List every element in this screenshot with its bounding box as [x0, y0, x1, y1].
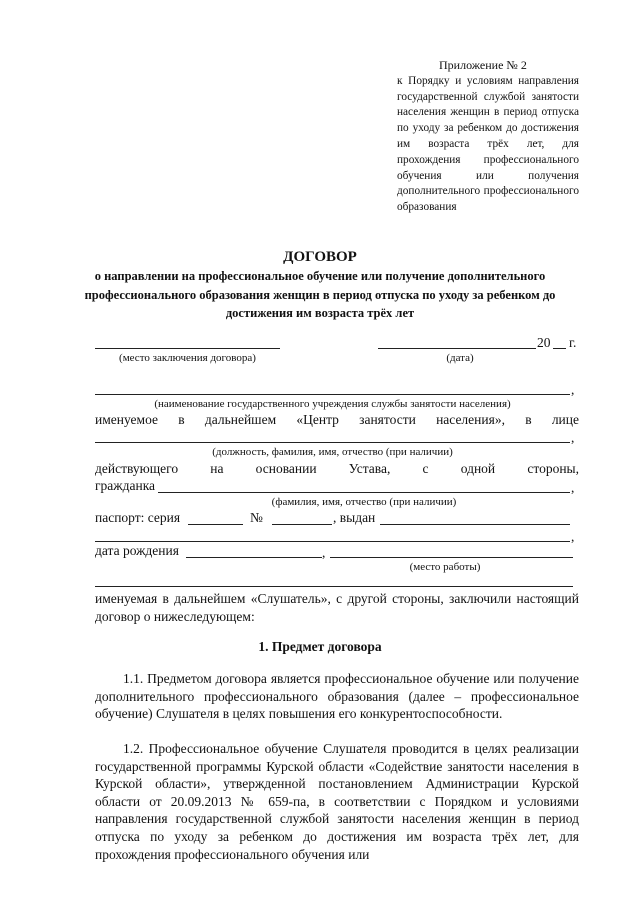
date-caption: (дата) — [446, 352, 474, 364]
year-prefix: 20 — [537, 335, 551, 350]
position-field-line[interactable] — [95, 442, 570, 443]
institution-caption: (наименование государственного учреждения службы занятости населения) — [154, 398, 511, 410]
year-suffix: г. — [569, 335, 577, 350]
passport-number-field[interactable] — [272, 524, 332, 525]
comma-1: , — [571, 382, 575, 397]
named-as-listener-text: именуемая в дальнейшем «Слушатель», с другой стороны, заключили настоящий договор о нижеследующем: — [95, 591, 579, 624]
section1-heading: 1. Предмет договора — [258, 639, 382, 654]
section1-paragraph-2: 1.2. Профессиональное обучение Слушателя проводится в целях реализации государственной программы Курской области «Содействие занятости населения в Курской области», утвержденной постановлением Администрации Курской области от 20.09.2013 № 659-па, в соответствии с Порядком и условиями направления государственной службой занятости населения женщин в период отпуска по уходу за ребенком до достижения им возраста трёх лет, для прохождения профессионального обучения или — [95, 741, 579, 862]
section1-paragraph-1: 1.1. Предметом договора является профессиональное обучение или получение дополнительного профессионального образования (далее – профессиональное обучение) Слушателя в целях повышения его конкурентоспособности. — [95, 671, 579, 722]
birthdate-label: дата рождения — [95, 543, 179, 558]
named-as-center-text: именуемое в дальнейшем «Центр занятости населения», в лице — [95, 412, 579, 427]
passport-label: паспорт: серия — [95, 510, 181, 525]
workplace-extra-line[interactable] — [95, 586, 573, 587]
passport-extra-line[interactable] — [95, 541, 570, 542]
position-caption: (должность, фамилия, имя, отчество (при наличии) — [212, 446, 453, 458]
appendix-block — [397, 58, 579, 216]
document-title: ДОГОВОР — [283, 249, 357, 265]
document-subtitle: о направлении на профессиональное обучение или получение дополнительного профессионального образования женщин в период отпуска по уходу за ребенком до достижения им возраста трёх лет — [84, 269, 556, 320]
citizen-field-line[interactable] — [158, 492, 570, 493]
appendix-title: Приложение № 2 — [439, 58, 527, 72]
date-field-line[interactable] — [378, 348, 536, 349]
comma-4: , — [571, 529, 575, 544]
comma-5: , — [322, 545, 326, 560]
passport-number-label: № — [250, 510, 263, 525]
passport-issued-field[interactable] — [380, 524, 570, 525]
workplace-caption: (место работы) — [409, 561, 481, 573]
appendix-body: к Порядку и условиям направления государственной службой занятости населения женщин в период отпуска по уходу за ребенком до достижения им возраста трёх лет, для прохождения профессионального обучения или получения дополнительного профессионального образования — [397, 74, 579, 214]
passport-series-field[interactable] — [188, 524, 243, 525]
workplace-field[interactable] — [330, 557, 573, 558]
institution-field-line[interactable] — [95, 394, 570, 395]
place-field-line[interactable] — [95, 348, 280, 349]
citizen-label: гражданка — [95, 478, 156, 493]
acting-basis-text: действующего на основании Устава, с одной стороны, — [95, 461, 579, 476]
comma-2: , — [571, 430, 575, 445]
comma-3: , — [571, 480, 575, 495]
place-caption: (место заключения договора) — [119, 352, 256, 364]
birthdate-field[interactable] — [186, 557, 322, 558]
year-field-line[interactable] — [553, 348, 566, 349]
passport-issued-label: , выдан — [333, 510, 376, 525]
fio-caption: (фамилия, имя, отчество (при наличии) — [271, 496, 457, 508]
